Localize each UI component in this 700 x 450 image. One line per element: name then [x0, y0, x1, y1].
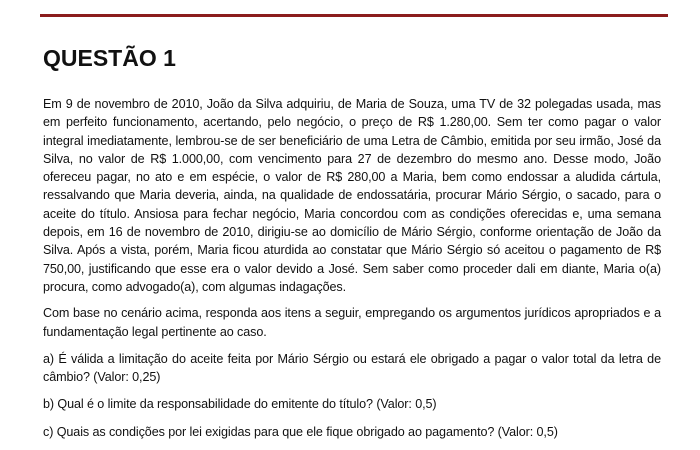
header-rule [40, 14, 668, 17]
question-item-a: a) É válida a limitação do aceite feita por Mário Sérgio ou estará ele obrigado a pagar o valor total da letra de câmbio? (Valor: 0,25) [43, 351, 661, 385]
scenario-paragraph: Em 9 de novembro de 2010, João da Silva adquiriu, de Maria de Souza, uma TV de 32 polegadas usada, mas em perfeito funcionamento, acertando, pelo negócio, o preço de R$ 1.280,00. Sem ter como pagar o valor integral imediatamente, lembrou-se de ser beneficiário de uma Letra de Câmbio, emitida por seu irmão, José da Silva, no valor de R$ 1.000,00, com vencimento para 27 de dezembro do mesmo ano. Desse modo, João ofereceu pagar, no ato e em espécie, o valor de R$ 280,00 a Maria, bem como endossar a aludida cártula, ressalvando que Maria deveria, ainda, na qualidade de endossatária, procurar Mário Sérgio, o sacado, para o aceite do título. Ansiosa para fechar negócio, Maria concordou com as condições oferecidas e, uma semana depois, em 16 de novembro de 2010, dirigiu-se ao domicílio de Mário Sérgio, conforme orientação de João da Silva. Após a vista, porém, Maria ficou aturdida ao constatar que Mário Sérgio só aceitou o pagamento de R$ 750,00, justificando que esse era o valor devido a José. Sem saber como proceder dali em diante, Maria o(a) procura, como advogado(a), com algumas indagações. [43, 97, 661, 294]
question-title: QUESTÃO 1 [43, 45, 176, 71]
document-page [43, 44, 661, 450]
instructions-paragraph: Com base no cenário acima, responda aos itens a seguir, empregando os argumentos jurídicos apropriados e a fundamentação legal pertinente ao caso. [43, 306, 661, 339]
question-item-c: c) Quais as condições por lei exigidas para que ele fique obrigado ao pagamento? (Valor: 0,5) [43, 424, 558, 439]
question-item-b: b) Qual é o limite da responsabilidade do emitente do título? (Valor: 0,5) [43, 397, 437, 412]
